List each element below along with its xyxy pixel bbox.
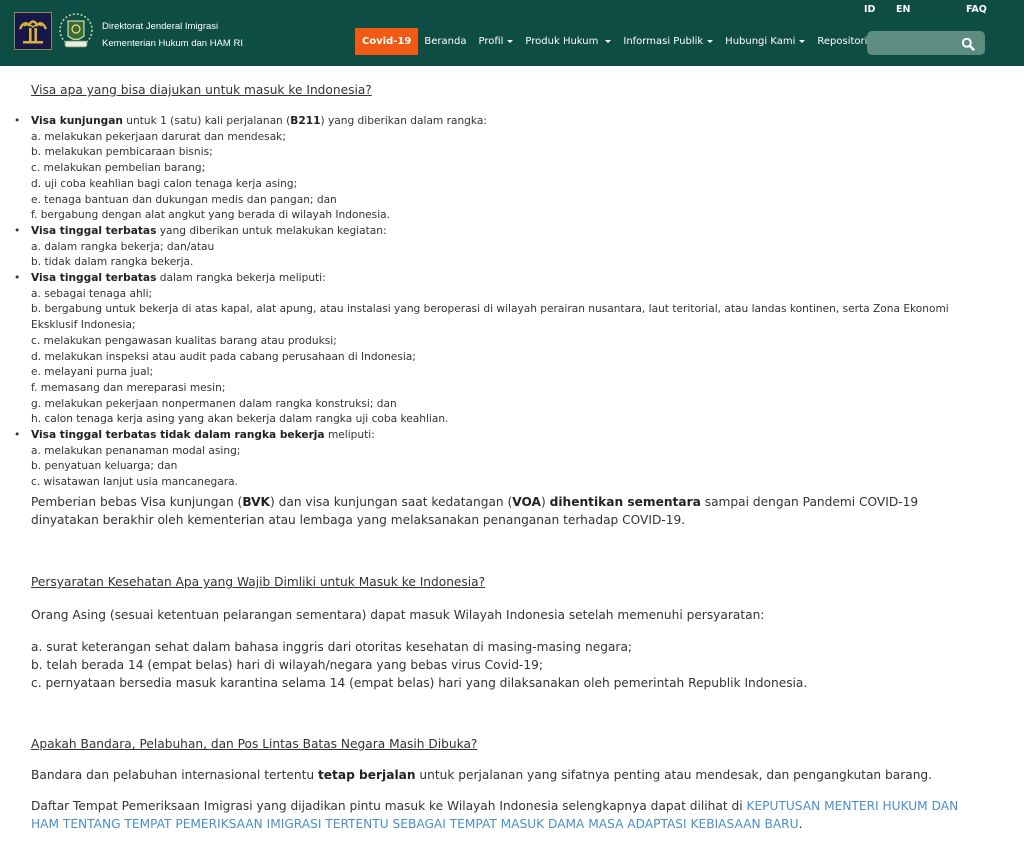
sub-item: d. uji coba keahlian bagi calon tenaga kerja asing;: [31, 177, 298, 190]
nav-informasi-publik[interactable]: [617, 28, 719, 55]
requirement-item: b. telah berada 14 (empat belas) hari di wilayah/negara yang bebas virus Covid-19;: [31, 658, 543, 672]
keputusan-menteri-link[interactable]: KEPUTUSAN MENTERI HUKUM DAN HAM TENTANG TEMPAT PEMERIKSAAN IMIGRASI TERTENTU SEBAGAI TEMPAT MASUK DAMA MASA ADAPTASI KEBIASAAN BARU: [31, 799, 959, 831]
visa-item: [31, 114, 981, 224]
brand-line-1: Direktorat Jenderal Imigrasi: [102, 21, 219, 32]
main-content: [0, 66, 1024, 850]
section-title-ports: Apakah Bandara, Pelabuhan, dan Pos Lintas Batas Negara Masih Dibuka?: [31, 737, 478, 751]
lang-id-link[interactable]: ID: [864, 4, 876, 15]
nav-label: Informasi Publik: [623, 36, 704, 47]
visa-desc: yang diberikan untuk melakukan kegiatan:: [156, 224, 387, 237]
nav-profil[interactable]: [472, 28, 519, 55]
nav-label: Covid-19: [362, 36, 412, 47]
visa-desc: meliputi:: [324, 429, 375, 442]
text: .: [798, 817, 803, 831]
sub-item: d. melakukan inspeksi atau audit pada cabang perusahaan di Indonesia;: [31, 350, 416, 363]
visa-item: [31, 271, 981, 428]
health-intro: Orang Asing (sesuai ketentuan pelarangan sementara) dapat masuk Wilayah Indonesia setelah memenuhi persyaratan:: [31, 608, 765, 622]
visa-desc: dalam rangka bekerja meliputi:: [156, 272, 326, 285]
still-running-text: tetap berjalan: [317, 768, 416, 782]
text: ) dan visa kunjungan saat kedatangan (: [270, 495, 513, 509]
text: Pemberian bebas Visa kunjungan (: [31, 495, 243, 509]
text: ): [540, 495, 550, 509]
visa-type: Visa kunjungan: [31, 115, 123, 127]
sub-item: c. wisatawan lanjut usia mancanegara.: [31, 476, 238, 489]
requirement-item: a. surat keterangan sehat dalam bahasa inggris dari otoritas kesehatan di masing-masing negara;: [31, 640, 633, 654]
text: untuk perjalanan yang sifatnya penting atau mendesak, dan pengangkutan barang.: [415, 768, 933, 782]
caret-down-icon: [707, 40, 713, 43]
sub-item: b. tidak dalam rangka bekerja.: [31, 256, 194, 269]
visa-type: Visa tinggal terbatas: [31, 224, 157, 237]
sub-item: a. melakukan pekerjaan darurat dan mendesak;: [31, 130, 286, 143]
visa-type: Visa tinggal terbatas: [31, 272, 157, 285]
text: sampai dengan Pandemi COVID-19 dinyatakan berakhir oleh kementerian atau lembaga yang melaksanakan penanganan terhadap COVID-19.: [31, 495, 919, 527]
sub-item: c. melakukan pembelian barang;: [31, 162, 206, 175]
search-input[interactable]: [873, 34, 953, 52]
sub-item: a. dalam rangka bekerja; dan/atau: [31, 240, 215, 253]
ministry-emblem-icon[interactable]: [14, 12, 52, 50]
bvk-code: BVK: [242, 495, 270, 509]
visa-desc: ) yang diberikan dalam rangka:: [320, 115, 487, 127]
text: Bandara dan pelabuhan internasional tertentu: [31, 768, 318, 782]
section-title-visa: Visa apa yang bisa diajukan untuk masuk ke Indonesia?: [31, 83, 372, 97]
sub-item: a. melakukan penanaman modal asing;: [31, 444, 241, 457]
nav-label: Hubungi Kami: [725, 36, 796, 47]
sub-item: c. melakukan pengawasan kualitas barang atau produksi;: [31, 334, 337, 347]
visa-type: Visa tinggal terbatas tidak dalam rangka bekerja: [31, 429, 325, 442]
visa-desc: untuk 1 (satu) kali perjalanan (: [122, 115, 291, 127]
ports-list-paragraph: [31, 797, 981, 833]
health-requirements-list: [31, 638, 981, 692]
sub-item: b. melakukan pembicaraan bisnis;: [31, 146, 213, 159]
section-title-health: Persyaratan Kesehatan Apa yang Wajib Dimliki untuk Masuk ke Indonesia?: [31, 575, 486, 589]
search-box: [867, 31, 985, 55]
immigration-emblem-icon[interactable]: [55, 10, 97, 52]
suspended-text: dihentikan sementara: [549, 495, 701, 509]
sub-item: e. tenaga bantuan dan dukungan medis dan pangan; dan: [31, 193, 337, 206]
nav-hubungi-kami[interactable]: [719, 28, 811, 55]
sub-item: b. bergabung untuk bekerja di atas kapal, alat apung, atau instalasi yang beroperasi di wilayah perairan nusantara, laut teritorial, atau landas kontinen, serta Zona Ekonomi Eksklusif Indonesia;: [31, 303, 949, 332]
voa-code: VOA: [512, 495, 541, 509]
visa-list: [31, 114, 981, 491]
ports-paragraph: [31, 766, 981, 784]
nav-label: Repositori: [817, 36, 868, 47]
search-icon[interactable]: [961, 36, 975, 50]
caret-down-icon: [507, 40, 513, 43]
nav-produk-hukum[interactable]: [519, 28, 617, 55]
nav-label: Profil: [478, 36, 504, 47]
requirement-item: c. pernyataan bersedia masuk karantina selama 14 (empat belas) hari yang dilaksanakan oleh pemerintah Republik Indonesia.: [31, 676, 808, 690]
visa-code: B211: [290, 115, 321, 127]
sub-item: b. penyatuan keluarga; dan: [31, 460, 178, 473]
nav-covid-19[interactable]: [355, 28, 418, 55]
visa-item: [31, 224, 981, 271]
sub-item: f. bergabung dengan alat angkut yang berada di wilayah Indonesia.: [31, 209, 391, 222]
sub-item: a. sebagai tenaga ahli;: [31, 287, 153, 300]
nav-label: Beranda: [424, 36, 467, 47]
site-header: [0, 0, 1024, 66]
caret-down-icon: [605, 40, 611, 43]
nav-label: Produk Hukum: [525, 36, 599, 47]
sub-item: h. calon tenaga kerja asing yang akan bekerja dalam rangka uji coba keahlian.: [31, 413, 449, 426]
text: Daftar Tempat Pemeriksaan Imigrasi yang dijadikan pintu masuk ke Wilayah Indonesia selengkapnya dapat dilihat di: [31, 799, 747, 813]
lang-en-link[interactable]: EN: [896, 4, 911, 15]
brand-title[interactable]: [102, 18, 243, 52]
main-nav: [355, 28, 883, 55]
bvk-paragraph: [31, 493, 981, 529]
nav-beranda[interactable]: [418, 28, 472, 55]
sub-item: e. melayani purna jual;: [31, 366, 154, 379]
sub-item: f. memasang dan mereparasi mesin;: [31, 381, 226, 394]
brand-line-2: Kementerian Hukum dan HAM RI: [102, 38, 243, 49]
faq-link[interactable]: FAQ: [966, 4, 987, 15]
caret-down-icon: [799, 40, 805, 43]
visa-item: [31, 428, 981, 491]
sub-item: g. melakukan pekerjaan nonpermanen dalam rangka konstruksi; dan: [31, 397, 397, 410]
